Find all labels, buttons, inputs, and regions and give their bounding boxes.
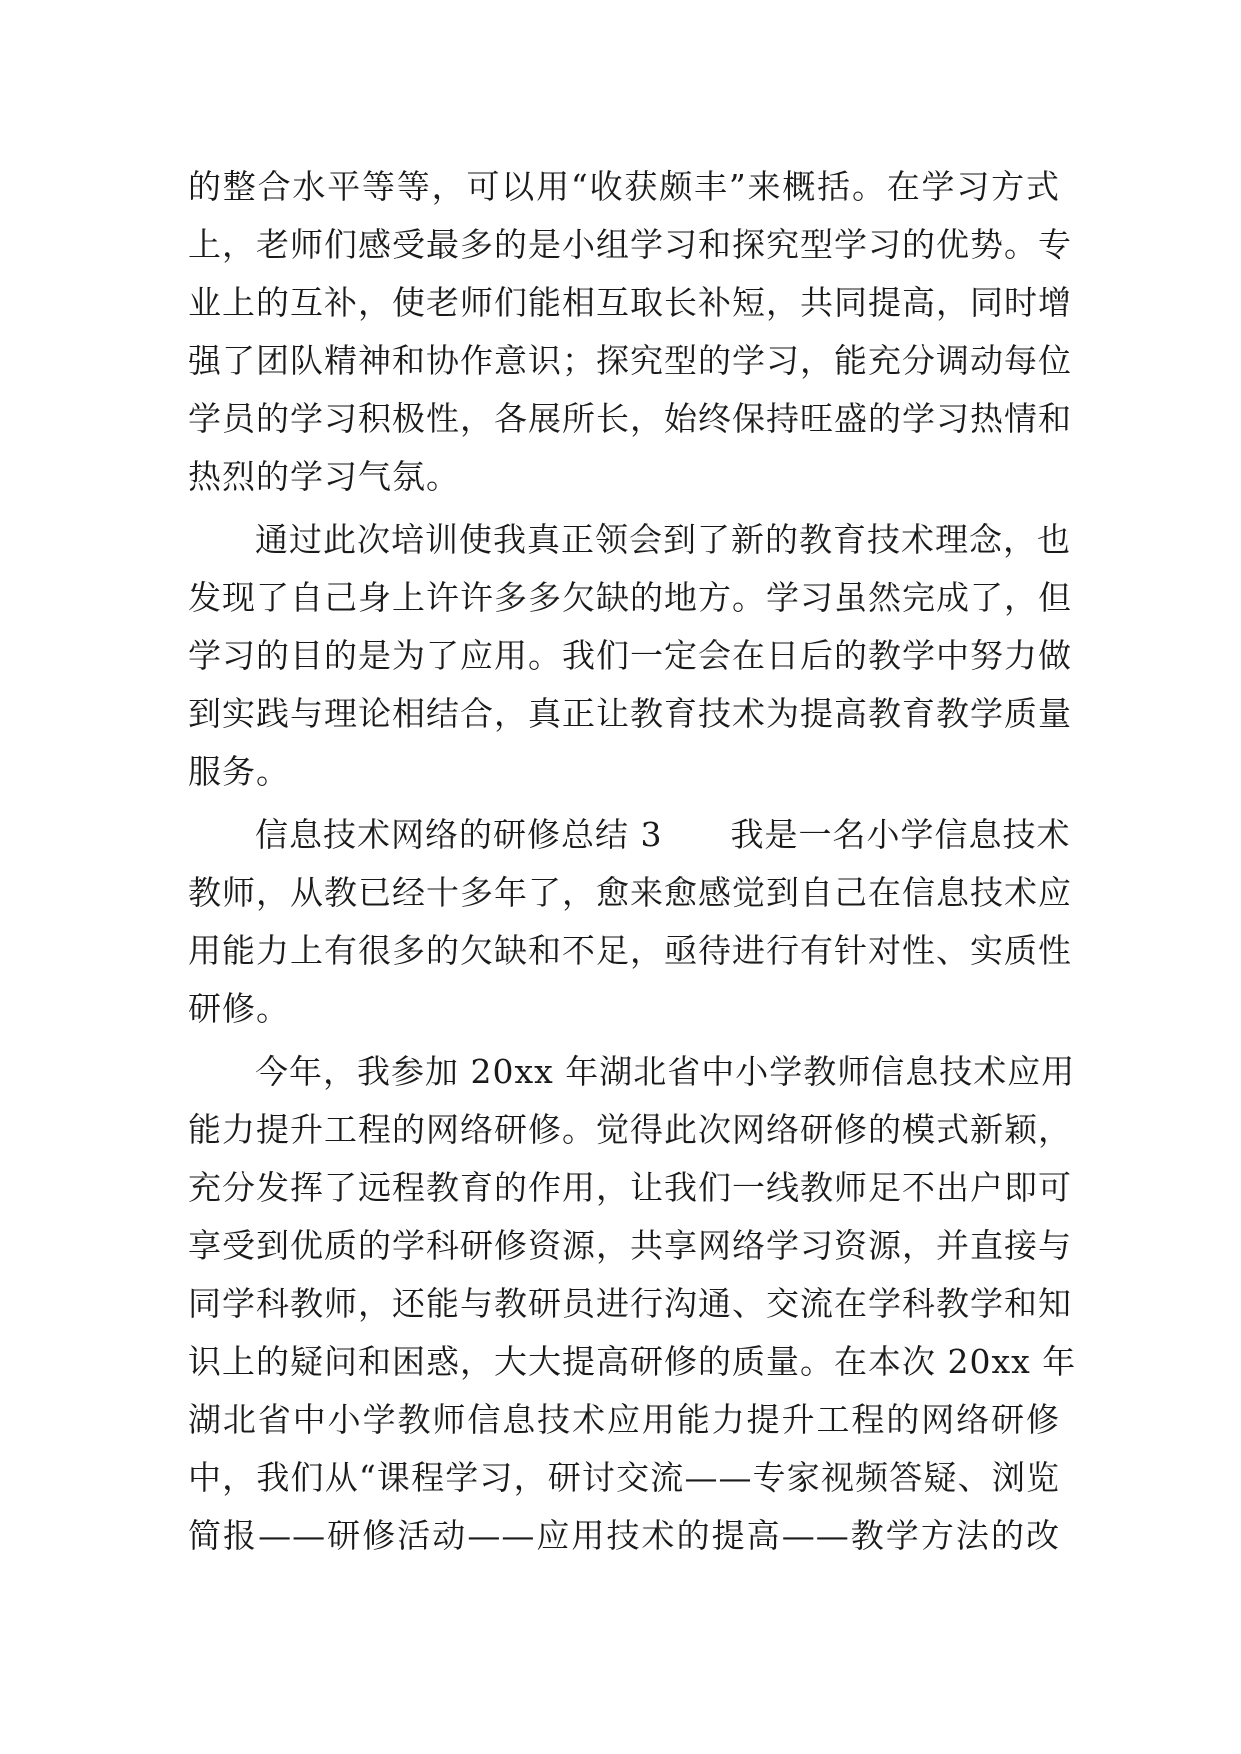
text-line: 研修。 (188, 989, 290, 1028)
text-line: 发现了自己身上许许多多欠缺的地方。学习虽然完成了，但 (188, 578, 1072, 617)
text-line: 学员的学习积极性，各展所长，始终保持旺盛的学习热情和 (188, 399, 1072, 438)
text-line: 业上的互补，使老师们能相互取长补短，共同提高，同时增 (188, 283, 1072, 322)
paragraph-1 (188, 158, 1072, 506)
document-body (188, 158, 1077, 1565)
text-line: 教师，从教已经十多年了，愈来愈感觉到自己在信息技术应 (188, 873, 1072, 912)
text-line: 信息技术网络的研修总结 3 我是一名小学信息技术 (255, 815, 1071, 854)
text-line: 到实践与理论相结合，真正让教育技术为提高教育教学质量 (188, 694, 1072, 733)
text-line: 充分发挥了远程教育的作用，让我们一线教师足不出户即可 (188, 1168, 1072, 1207)
text-line: 服务。 (188, 752, 290, 791)
text-line: 学习的目的是为了应用。我们一定会在日后的教学中努力做 (188, 636, 1072, 675)
text-line: 上，老师们感受最多的是小组学习和探究型学习的优势。专 (188, 225, 1072, 264)
text-line: 今年，我参加 20xx 年湖北省中小学教师信息技术应用 (255, 1052, 1076, 1091)
text-line: 简报——研修活动——应用技术的提高——教学方法的改 (188, 1516, 1060, 1555)
paragraph-3 (188, 806, 1072, 1038)
text-line: 同学科教师，还能与教研员进行沟通、交流在学科教学和知 (188, 1284, 1072, 1323)
text-line: 湖北省中小学教师信息技术应用能力提升工程的网络研修 (188, 1400, 1060, 1439)
text-line: 用能力上有很多的欠缺和不足，亟待进行有针对性、实质性 (188, 931, 1072, 970)
text-line: 热烈的学习气氛。 (188, 457, 460, 496)
text-line: 识上的疑问和困惑，大大提高研修的质量。在本次 20xx 年 (188, 1342, 1077, 1381)
paragraph-4 (188, 1043, 1077, 1565)
text-line: 通过此次培训使我真正领会到了新的教育技术理念，也 (255, 520, 1071, 559)
text-line: 享受到优质的学科研修资源，共享网络学习资源，并直接与 (188, 1226, 1072, 1265)
text-line: 的整合水平等等，可以用“收获颇丰”来概括。在学习方式 (188, 167, 1060, 206)
paragraph-2 (188, 511, 1072, 801)
text-line: 中，我们从“课程学习，研讨交流——专家视频答疑、浏览 (188, 1458, 1060, 1497)
text-line: 能力提升工程的网络研修。觉得此次网络研修的模式新颖， (188, 1110, 1072, 1149)
text-line: 强了团队精神和协作意识；探究型的学习，能充分调动每位 (188, 341, 1072, 380)
